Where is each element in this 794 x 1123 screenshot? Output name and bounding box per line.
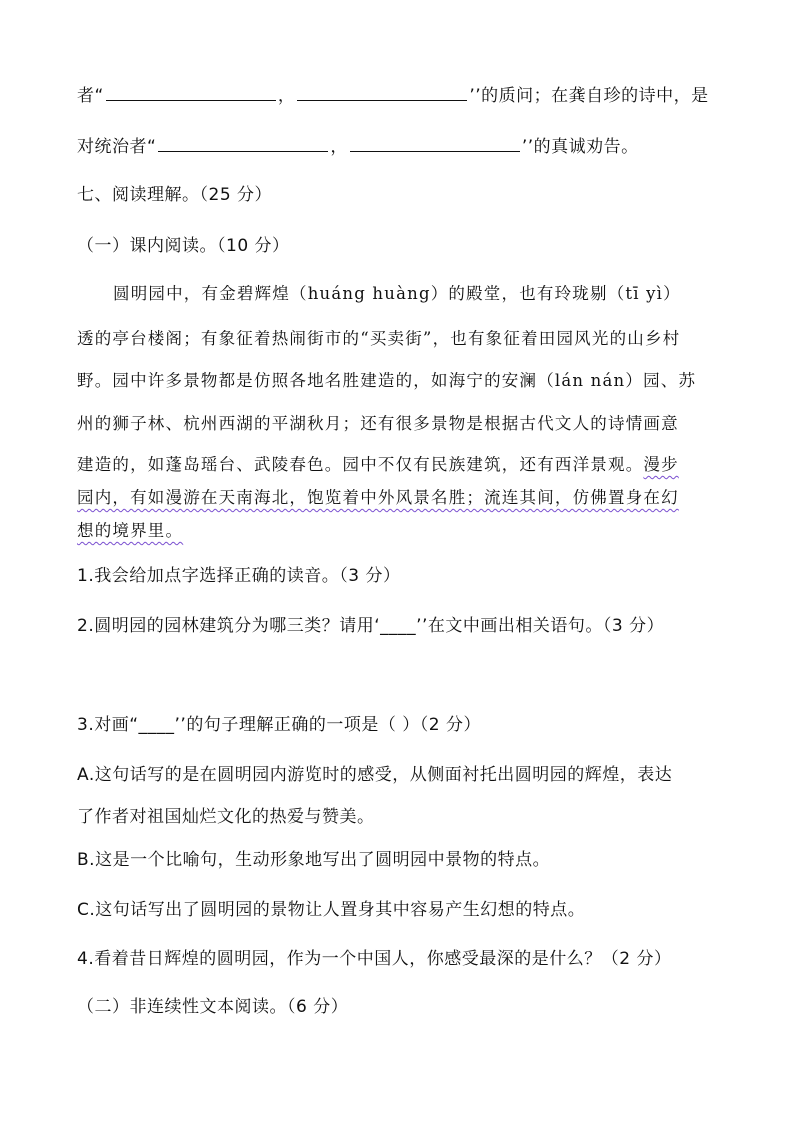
- part-2-heading: （二）非连续性文本阅读。（6 分）: [77, 997, 349, 1017]
- question-3: 3.对画“____’’的句子理解正确的一项是（ ）（2 分）: [77, 715, 481, 735]
- text: 对统治者“: [77, 137, 157, 157]
- underlined-sentence: 漫步: [643, 455, 679, 474]
- option-c: C.这句话写出了圆明园的景物让人置身其中容易产生幻想的特点。: [77, 900, 586, 920]
- underlined-sentence: 想的境界里。: [77, 521, 184, 540]
- text: ，: [330, 137, 348, 157]
- answer-blank[interactable]: [350, 150, 520, 152]
- text: ’’的质问；在龚自珍的诗中，是: [469, 86, 709, 106]
- passage-line: 州的狮子林、杭州西湖的平湖秋月；还有很多景物是根据古代文人的诗情画意: [77, 414, 679, 433]
- passage-line: [77, 451, 717, 475]
- passage-text: 建造的，如蓬岛瑶台、武陵春色。园中不仅有民族建筑，还有西洋景观。: [77, 455, 644, 474]
- underlined-sentence: 园内，有如漫游在天南海北，饱览着中外风景名胜；流连其间，仿佛置身在幻: [77, 488, 679, 507]
- passage-line: 野。园中许多景物都是仿照各地名胜建造的，如海宁的安澜（lán nán）园、苏: [77, 371, 697, 390]
- text: ’’的真诚劝告。: [521, 137, 639, 157]
- question-1: 1.我会给加点字选择正确的读音。（3 分）: [77, 566, 401, 586]
- question-2: 2.圆明园的园林建筑分为哪三类？请用‘____’’在文中画出相关语句。（3 分）: [77, 616, 665, 636]
- answer-blank[interactable]: [158, 150, 328, 152]
- passage-line: 透的亭台楼阁；有象征着热闹街市的“买卖街”，也有象征着田园风光的山乡村: [77, 329, 681, 348]
- fill-blank-line-1: [77, 81, 709, 106]
- fill-blank-line-2: [77, 132, 639, 157]
- answer-blank[interactable]: [297, 99, 467, 101]
- option-a: A.这句话写的是在圆明园内游览时的感受，从侧面衬托出圆明园的辉煌，表达: [77, 765, 673, 785]
- question-4: 4.看着昔日辉煌的圆明园，作为一个中国人，你感受最深的是什么？（2 分）: [77, 949, 672, 969]
- text: 者“: [77, 86, 104, 106]
- answer-blank[interactable]: [106, 99, 276, 101]
- passage-line: 圆明园中，有金碧辉煌（huáng huàng）的殿堂，也有玲珑剔（tī yì）: [113, 284, 681, 303]
- section-7-heading: 七、阅读理解。（25 分）: [77, 185, 273, 205]
- text: ，: [277, 86, 296, 106]
- option-b: B.这是一个比喻句，生动形象地写出了圆明园中景物的特点。: [77, 850, 551, 870]
- part-1-heading: （一）课内阅读。（10 分）: [77, 236, 290, 256]
- option-a-continued: 了作者对祖国灿烂文化的热爱与赞美。: [77, 807, 375, 827]
